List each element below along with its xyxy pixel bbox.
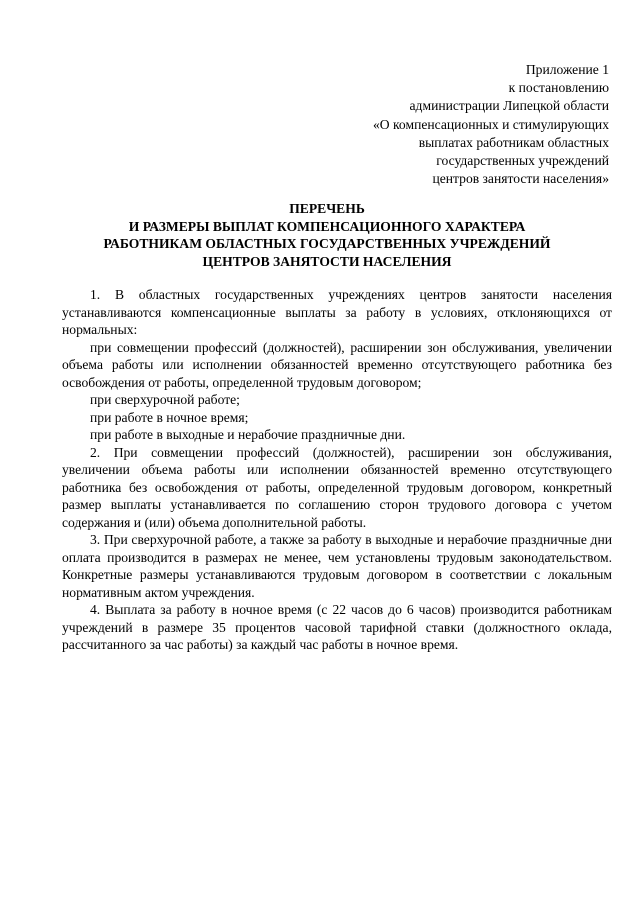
title-line: ПЕРЕЧЕНЬ (289, 201, 365, 216)
appendix-line: центров занятости населения» (432, 171, 609, 187)
title-line: И РАЗМЕРЫ ВЫПЛАТ КОМПЕНСАЦИОННОГО ХАРАКТЕРА (128, 218, 526, 234)
appendix-line: к постановлению (508, 80, 609, 96)
paragraph: при сверхурочной работе; (90, 392, 240, 407)
appendix-line: администрации Липецкой области (409, 98, 609, 114)
appendix-line: выплатах работникам областных (418, 134, 609, 150)
paragraph: при работе в выходные и нерабочие праздничные дни. (90, 427, 406, 442)
paragraph: 3. При сверхурочной работе, а также за работу в выходные и нерабочие праздничные дни оплата производится в размерах не менее, чем установлены трудовым законодательством. Конкретные размеры устанавливаются трудовым договором в соответствии с локальным нормативным актом учреждения. (62, 532, 612, 600)
title-line: ЦЕНТРОВ ЗАНЯТОСТИ НАСЕЛЕНИЯ (202, 253, 452, 269)
appendix-line: государственных учреждений (436, 153, 609, 169)
paragraph: при работе в ночное время; (90, 409, 249, 425)
document-body (62, 286, 612, 654)
title-line: РАБОТНИКАМ ОБЛАСТНЫХ ГОСУДАРСТВЕННЫХ УЧРЕЖДЕНИЙ (103, 236, 551, 251)
appendix-header (279, 61, 609, 188)
paragraph: 1. В областных государственных учреждениях центров занятости населения устанавливаются компенсационные выплаты за работу в условиях, отклоняющихся от нормальных: (62, 287, 612, 337)
paragraph: при совмещении профессий (должностей), расширении зон обслуживания, увеличении объема работы или исполнении обязанностей временно отсутствующего работника без освобождения от работы, определенной трудовым договором; (62, 339, 612, 390)
appendix-line: Приложение 1 (525, 62, 609, 77)
document-title (40, 200, 614, 270)
paragraph: 4. Выплата за работу в ночное время (с 22 часов до 6 часов) производится работникам учреждений в размере 35 процентов часовой тарифной ставки (должностного оклада, рассчитанного за час работы) за каждый час работы в ночное время. (62, 602, 612, 652)
appendix-line: «О компенсационных и стимулирующих (373, 116, 609, 132)
paragraph: 2. При совмещении профессий (должностей), расширении зон обслуживания, увеличении объема работы или исполнении обязанностей временно отсутствующего работника без освобождения от работы, определенной трудовым договором, конкретный размер выплаты устанавливается по соглашению сторон трудового договора с учетом содержания и (или) объема дополнительной работы. (62, 444, 612, 530)
